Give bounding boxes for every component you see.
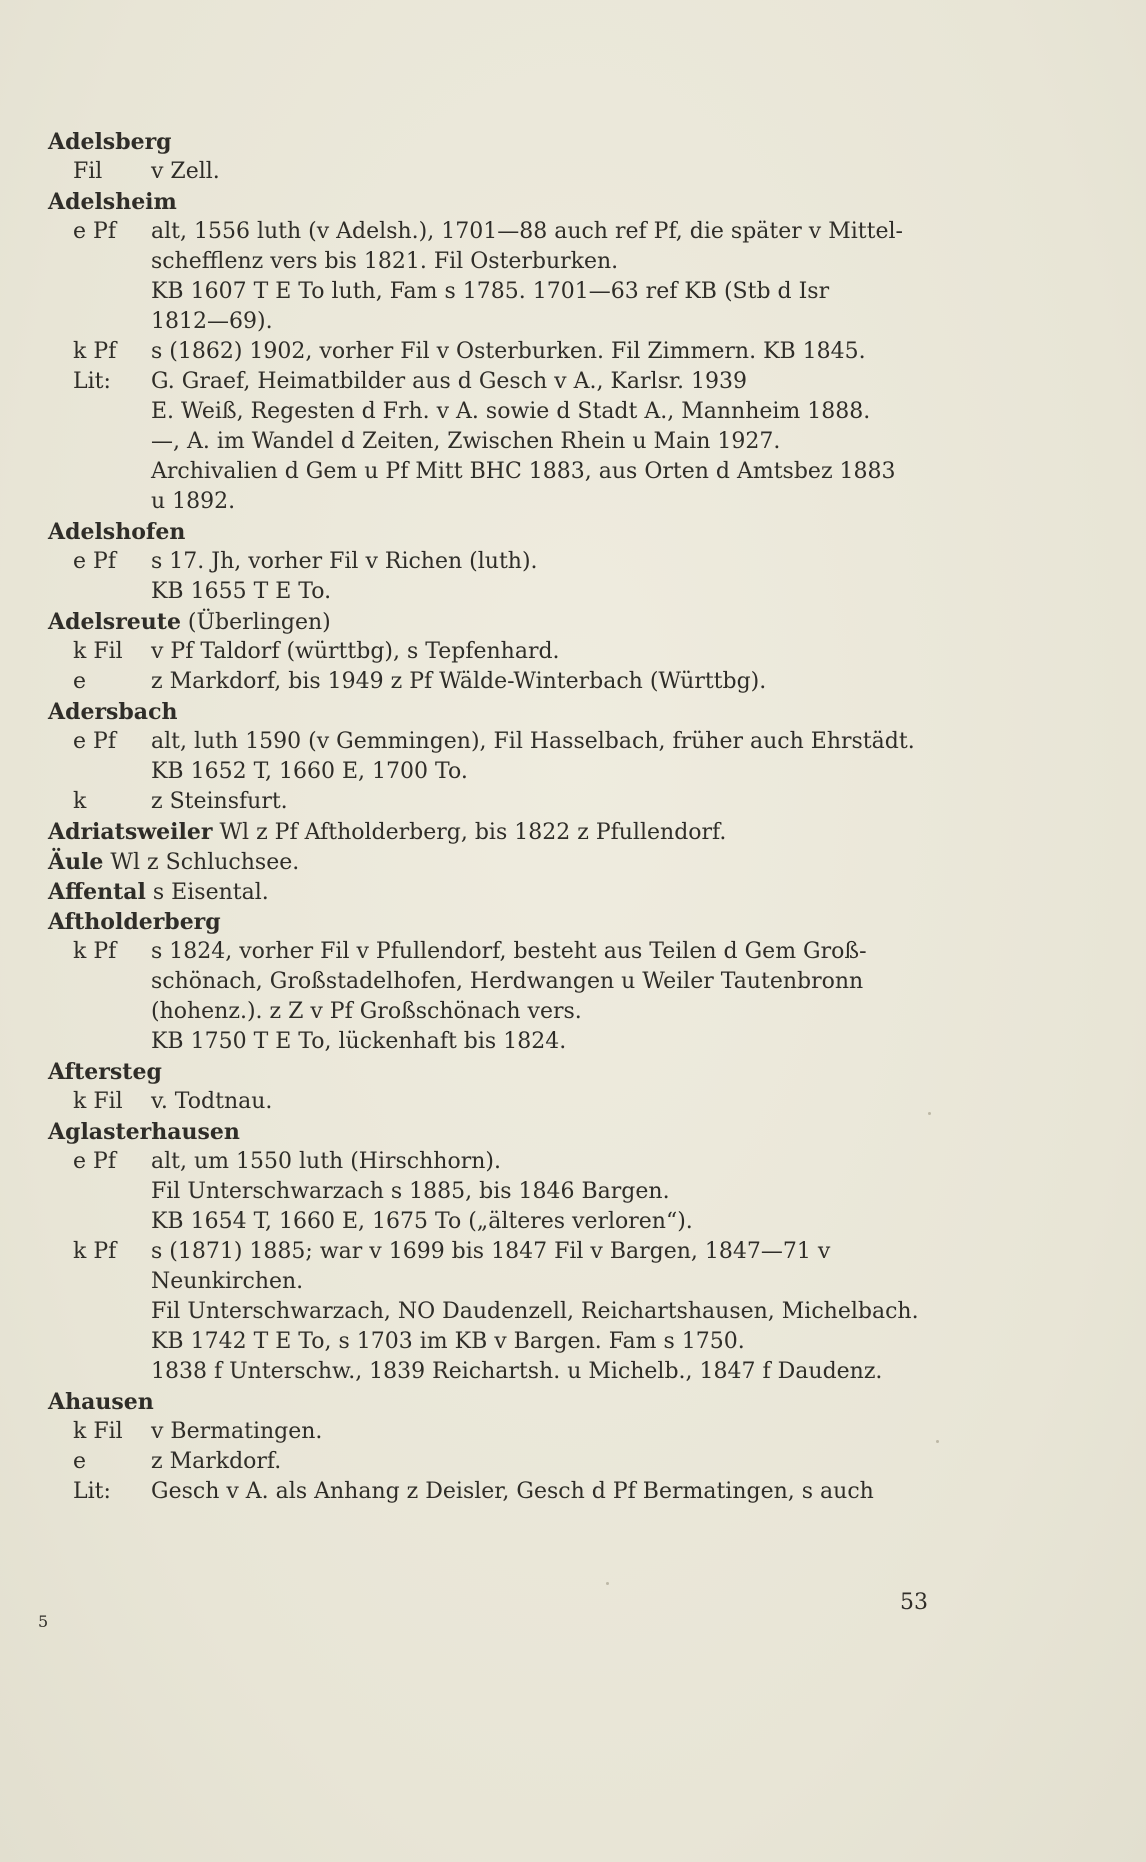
entry-row — [48, 1237, 948, 1387]
text-line: v Zell. — [151, 159, 220, 184]
row-label: e — [73, 669, 87, 694]
entry-row — [48, 1147, 948, 1237]
text-line: (hohenz.). z Z v Pf Großschönach vers. — [151, 999, 582, 1024]
entry — [48, 607, 948, 697]
entry-row — [48, 157, 948, 187]
row-label: e Pf — [73, 729, 116, 754]
text-line: s (1862) 1902, vorher Fil v Osterburken. Fil Zimmern. KB 1845. — [151, 339, 866, 364]
entry — [48, 697, 948, 817]
text-line: 1838 f Unterschw., 1839 Reichartsh. u Michelb., 1847 f Daudenz. — [151, 1359, 883, 1384]
text-line: s 17. Jh, vorher Fil v Richen (luth). — [151, 549, 538, 574]
entry-note: s Eisental. — [145, 880, 269, 905]
text-line: Gesch v A. als Anhang z Deisler, Gesch d Pf Bermatingen, s auch — [151, 1479, 874, 1504]
text-line: —, A. im Wandel d Zeiten, Zwischen Rhein u Main 1927. — [151, 429, 781, 454]
entry — [48, 877, 948, 907]
row-label: e Pf — [73, 1149, 116, 1174]
entry-note: Wl z Pf Aftholderberg, bis 1822 z Pfullendorf. — [212, 820, 727, 845]
entry-name: Äule — [48, 849, 104, 875]
entry — [48, 1387, 948, 1507]
gazetteer-entries — [48, 127, 948, 1507]
speck — [928, 1112, 931, 1115]
entry — [48, 517, 948, 607]
text-line: schönach, Großstadelhofen, Herdwangen u Weiler Tautenbronn — [151, 969, 864, 994]
row-text — [151, 217, 948, 337]
entry-row — [48, 1447, 948, 1477]
entry-name: Aftholderberg — [48, 909, 221, 935]
entry-name: Affental — [48, 879, 146, 905]
entry-name: Adelshofen — [48, 519, 186, 545]
entry-name: Ahausen — [48, 1389, 154, 1415]
entry — [48, 907, 948, 1057]
entry-row — [48, 637, 948, 667]
entry-name: Adriatsweiler — [48, 819, 213, 845]
text-line: 1812—69). — [151, 309, 273, 334]
entry-row — [48, 1087, 948, 1117]
text-line: z Markdorf, bis 1949 z Pf Wälde-Winterbach (Württbg). — [151, 669, 767, 694]
entry — [48, 817, 948, 847]
entry-heading — [48, 1387, 948, 1417]
text-line: u 1892. — [151, 489, 236, 514]
row-label: Fil — [73, 159, 103, 184]
text-line: KB 1607 T E To luth, Fam s 1785. 1701—63 ref KB (Stb d Isr — [151, 279, 830, 304]
text-line: Fil Unterschwarzach s 1885, bis 1846 Bargen. — [151, 1179, 670, 1204]
entry-heading — [48, 847, 948, 877]
entry — [48, 187, 948, 517]
text-line: z Markdorf. — [151, 1449, 282, 1474]
row-text — [151, 1147, 948, 1237]
row-label: e Pf — [73, 549, 116, 574]
entry-heading — [48, 187, 948, 217]
page-number: 53 — [900, 1590, 928, 1615]
entry-heading — [48, 1057, 948, 1087]
row-text — [151, 1447, 948, 1477]
row-text — [151, 727, 948, 787]
entry-note: (Überlingen) — [180, 610, 331, 635]
row-label: e Pf — [73, 219, 116, 244]
text-line: KB 1655 T E To. — [151, 579, 332, 604]
entry-row — [48, 547, 948, 607]
text-line: schefflenz vers bis 1821. Fil Osterburken. — [151, 249, 619, 274]
entry-heading — [48, 877, 948, 907]
text-line: Fil Unterschwarzach, NO Daudenzell, Reichartshausen, Michelbach. — [151, 1299, 919, 1324]
row-text — [151, 637, 948, 667]
row-label: k Pf — [73, 939, 117, 964]
entry — [48, 1117, 948, 1387]
entry-row — [48, 787, 948, 817]
row-text — [151, 367, 948, 517]
row-label: k Fil — [73, 1089, 123, 1114]
entry — [48, 847, 948, 877]
text-line: Neunkirchen. — [151, 1269, 304, 1294]
row-label: k Fil — [73, 1419, 123, 1444]
entry-name: Adelsheim — [48, 189, 177, 215]
entry-name: Adersbach — [48, 699, 178, 725]
text-line: s (1871) 1885; war v 1699 bis 1847 Fil v Bargen, 1847—71 v — [151, 1239, 831, 1264]
row-text — [151, 1087, 948, 1117]
entry-row — [48, 667, 948, 697]
row-text — [151, 1417, 948, 1447]
entry-heading — [48, 1117, 948, 1147]
entry-row — [48, 217, 948, 337]
speck — [936, 1440, 939, 1443]
entry-heading — [48, 817, 948, 847]
row-label: k Pf — [73, 339, 117, 364]
text-line: z Steinsfurt. — [151, 789, 288, 814]
row-text — [151, 667, 948, 697]
row-text — [151, 937, 948, 1057]
row-text — [151, 157, 948, 187]
row-label: Lit: — [73, 1479, 111, 1504]
row-text — [151, 1477, 948, 1507]
text-line: alt, luth 1590 (v Gemmingen), Fil Hasselbach, früher auch Ehrstädt. — [151, 729, 915, 754]
text-line: E. Weiß, Regesten d Frh. v A. sowie d Stadt A., Mannheim 1888. — [151, 399, 871, 424]
signature-mark: 5 — [38, 1612, 49, 1631]
text-line: alt, um 1550 luth (Hirschhorn). — [151, 1149, 501, 1174]
entry — [48, 1057, 948, 1117]
entry-heading — [48, 697, 948, 727]
entry-row — [48, 337, 948, 367]
entry-row — [48, 937, 948, 1057]
entry-heading — [48, 517, 948, 547]
text-line: s 1824, vorher Fil v Pfullendorf, besteht aus Teilen d Gem Groß- — [151, 939, 867, 964]
row-label: k Fil — [73, 639, 123, 664]
row-text — [151, 1237, 948, 1387]
entry-row — [48, 727, 948, 787]
text-line: KB 1652 T, 1660 E, 1700 To. — [151, 759, 468, 784]
entry-heading — [48, 607, 948, 637]
entry-heading — [48, 127, 948, 157]
text-line: v. Todtnau. — [151, 1089, 273, 1114]
row-label: Lit: — [73, 369, 111, 394]
entry-name: Adelsberg — [48, 129, 172, 155]
text-line: KB 1654 T, 1660 E, 1675 To („älteres verloren“). — [151, 1209, 693, 1234]
row-text — [151, 547, 948, 607]
text-line: alt, 1556 luth (v Adelsh.), 1701—88 auch ref Pf, die später v Mittel- — [151, 219, 903, 244]
text-line: v Pf Taldorf (württbg), s Tepfenhard. — [151, 639, 560, 664]
entry-name: Aglasterhausen — [48, 1119, 240, 1145]
text-line: G. Graef, Heimatbilder aus d Gesch v A., Karlsr. 1939 — [151, 369, 747, 394]
row-label: e — [73, 1449, 87, 1474]
entry-row — [48, 367, 948, 517]
entry-name: Aftersteg — [48, 1059, 162, 1085]
speck — [606, 1582, 609, 1585]
row-text — [151, 787, 948, 817]
entry-heading — [48, 907, 948, 937]
text-line: KB 1742 T E To, s 1703 im KB v Bargen. Fam s 1750. — [151, 1329, 745, 1354]
entry-name: Adelsreute — [48, 609, 181, 635]
row-text — [151, 337, 948, 367]
entry-row — [48, 1477, 948, 1507]
text-line: v Bermatingen. — [151, 1419, 323, 1444]
text-line: KB 1750 T E To, lückenhaft bis 1824. — [151, 1029, 567, 1054]
row-label: k Pf — [73, 1239, 117, 1264]
entry-row — [48, 1417, 948, 1447]
row-label: k — [73, 789, 87, 814]
entry — [48, 127, 948, 187]
text-line: Archivalien d Gem u Pf Mitt BHC 1883, aus Orten d Amtsbez 1883 — [151, 459, 896, 484]
entry-note: Wl z Schluchsee. — [103, 850, 300, 875]
